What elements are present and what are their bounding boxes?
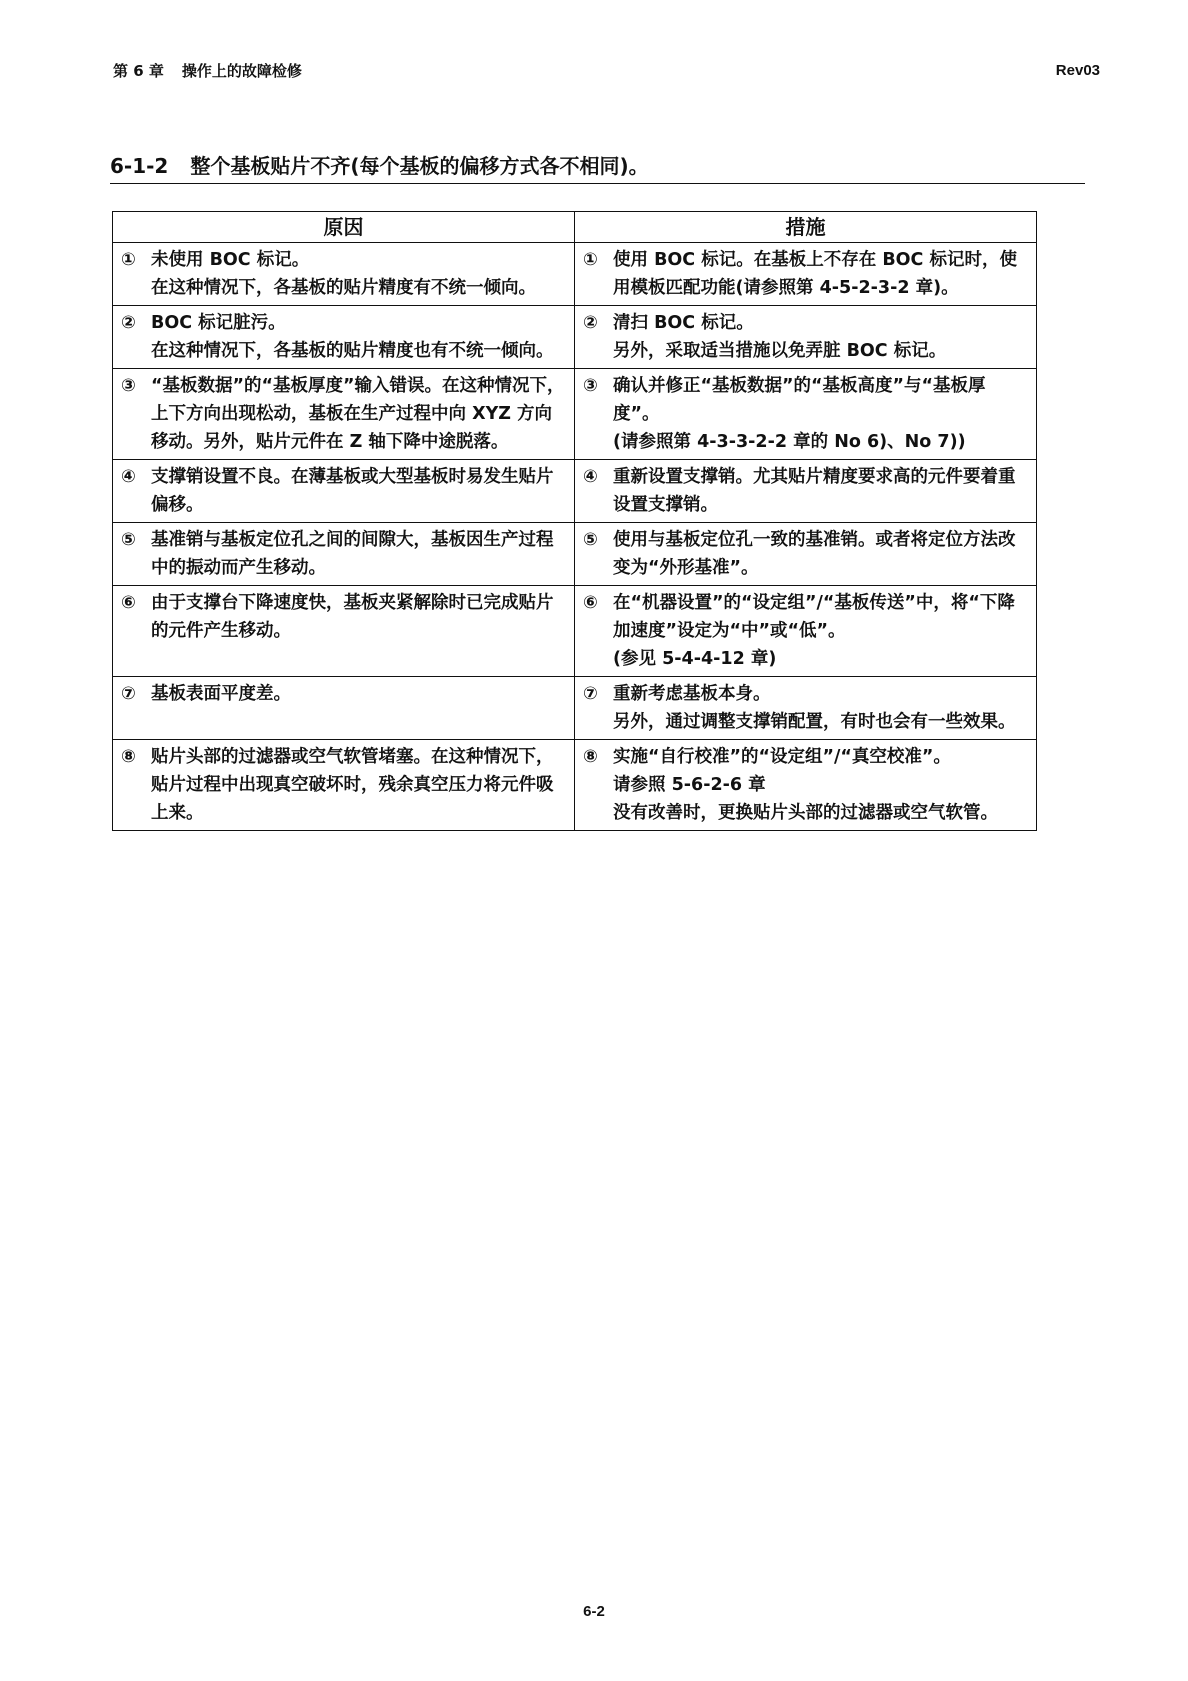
table-body <box>113 243 1037 831</box>
cause-text: 贴片头部的过滤器或空气软管堵塞。在这种情况下，贴片过程中出现真空破坏时，残余真空压力将元件吸上来。 <box>151 747 554 823</box>
cause-cell <box>113 243 575 306</box>
action-text: 重新设置支撑销。尤其贴片精度要求高的元件要着重设置支撑销。 <box>613 467 1016 515</box>
item-number-mark: ⑤ <box>583 530 598 550</box>
action-item <box>583 372 1028 456</box>
action-cell <box>575 306 1037 369</box>
column-header-cause: 原因 <box>113 212 575 243</box>
item-number-mark: ③ <box>583 376 598 396</box>
cause-item <box>121 589 566 645</box>
item-number-mark: ⑦ <box>583 684 598 704</box>
action-item <box>583 589 1028 673</box>
section-title: 整个基板贴片不齐(每个基板的偏移方式各不相同)。 <box>190 154 649 178</box>
item-number-mark: ⑤ <box>121 530 136 550</box>
cause-text: BOC 标记脏污。 在这种情况下，各基板的贴片精度也有不统一倾向。 <box>151 313 554 361</box>
item-number-mark: ⑧ <box>121 747 136 767</box>
table-row <box>113 677 1037 740</box>
item-number-mark: ③ <box>121 376 136 396</box>
cause-item <box>121 309 566 365</box>
cause-item <box>121 372 566 456</box>
action-item <box>583 743 1028 827</box>
action-item <box>583 309 1028 365</box>
cause-cell <box>113 523 575 586</box>
cause-text: 基板表面平度差。 <box>151 684 291 704</box>
action-text: 清扫 BOC 标记。 另外，采取适当措施以免弄脏 BOC 标记。 <box>613 313 947 361</box>
column-header-action: 措施 <box>575 212 1037 243</box>
revision-label: Rev03 <box>1055 62 1100 79</box>
running-header <box>113 60 302 81</box>
action-cell <box>575 523 1037 586</box>
action-text: 在“机器设置”的“设定组”/“基板传送”中，将“下降加速度”设定为“中”或“低”。 (参见 5-4-4-12 章) <box>613 593 1015 669</box>
item-number-mark: ② <box>583 313 598 333</box>
table-row <box>113 740 1037 831</box>
section-number: 6-1-2 <box>110 154 169 178</box>
item-number-mark: ① <box>121 250 136 270</box>
item-number-mark: ① <box>583 250 598 270</box>
action-item <box>583 680 1028 736</box>
cause-text: 由于支撑台下降速度快，基板夹紧解除时已完成贴片的元件产生移动。 <box>151 593 554 641</box>
item-number-mark: ④ <box>121 467 136 487</box>
item-number-mark: ④ <box>583 467 598 487</box>
chapter-label: 第 6 章 <box>113 62 164 80</box>
action-item <box>583 246 1028 302</box>
item-number-mark: ② <box>121 313 136 333</box>
cause-cell <box>113 586 575 677</box>
action-item <box>583 463 1028 519</box>
cause-cell <box>113 460 575 523</box>
table-header-row <box>113 212 1037 243</box>
table-row <box>113 306 1037 369</box>
action-text: 使用与基板定位孔一致的基准销。或者将定位方法改变为“外形基准”。 <box>613 530 1016 578</box>
cause-item <box>121 743 566 827</box>
action-text: 实施“自行校准”的“设定组”/“真空校准”。 请参照 5-6-2-6 章 没有改善时，更换贴片头部的过滤器或空气软管。 <box>613 747 998 823</box>
item-number-mark: ⑥ <box>583 593 598 613</box>
chapter-title: 操作上的故障检修 <box>181 62 302 80</box>
cause-cell <box>113 306 575 369</box>
action-text: 确认并修正“基板数据”的“基板高度”与“基板厚度”。 (请参照第 4-3-3-2-2 章的 No 6)、No 7)) <box>613 376 986 452</box>
cause-cell <box>113 677 575 740</box>
cause-item <box>121 246 566 302</box>
action-item <box>583 526 1028 582</box>
action-text: 重新考虑基板本身。 另外，通过调整支撑销配置，有时也会有一些效果。 <box>613 684 1016 732</box>
action-cell <box>575 677 1037 740</box>
cause-text: 基准销与基板定位孔之间的间隙大，基板因生产过程中的振动而产生移动。 <box>151 530 554 578</box>
cause-text: 支撑销设置不良。在薄基板或大型基板时易发生贴片偏移。 <box>151 467 554 515</box>
cause-action-table <box>112 211 1037 831</box>
action-text: 使用 BOC 标记。在基板上不存在 BOC 标记时，使用模板匹配功能(请参照第 4-5-2-3-2 章)。 <box>613 250 1017 298</box>
action-cell <box>575 740 1037 831</box>
action-cell <box>575 460 1037 523</box>
action-cell <box>575 586 1037 677</box>
item-number-mark: ⑥ <box>121 593 136 613</box>
page-number: 6-2 <box>583 1603 605 1620</box>
cause-cell <box>113 369 575 460</box>
table-row <box>113 243 1037 306</box>
action-cell <box>575 369 1037 460</box>
cause-item <box>121 463 566 519</box>
cause-item <box>121 526 566 582</box>
table-row <box>113 523 1037 586</box>
cause-cell <box>113 740 575 831</box>
cause-text: 未使用 BOC 标记。 在这种情况下，各基板的贴片精度有不统一倾向。 <box>151 250 536 298</box>
item-number-mark: ⑧ <box>583 747 598 767</box>
section-heading <box>110 150 1085 184</box>
table-row <box>113 586 1037 677</box>
item-number-mark: ⑦ <box>121 684 136 704</box>
cause-text: “基板数据”的“基板厚度”输入错误。在这种情况下，上下方向出现松动，基板在生产过程中向 XYZ 方向移动。另外，贴片元件在 Z 轴下降中途脱落。 <box>151 376 565 452</box>
cause-item <box>121 680 566 708</box>
action-cell <box>575 243 1037 306</box>
table-row <box>113 460 1037 523</box>
table-row <box>113 369 1037 460</box>
